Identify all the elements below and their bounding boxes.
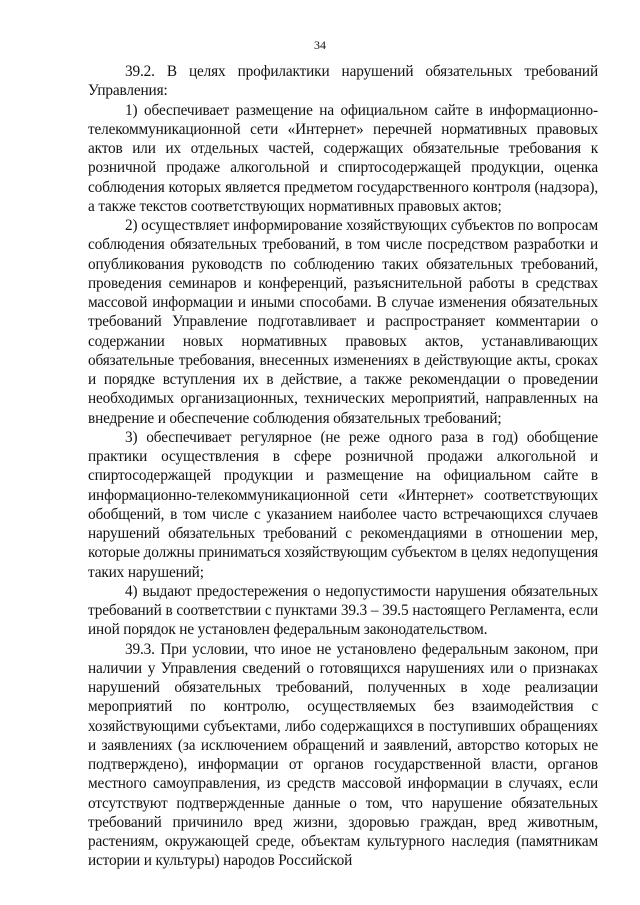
page-number: 34 — [314, 38, 326, 52]
paragraph-item-1: 1) обеспечивает размещение на официальном сайте в информационно-телекоммуникационной сети «Интернет» перечней нормативных правовых актов или их отдельных частей, содержащих обязательные требования к розничной продаже алкогольной и спиртосодержащей продукции, оценка соблюдения которых является предметом государственного контроля (надзора), а также текстов соответствующих нормативных правовых актов; — [88, 101, 598, 215]
paragraph-item-4: 4) выдают предостережения о недопустимости нарушения обязательных требований в соответствии с пунктами 39.3 – 39.5 настоящего Регламента, если иной порядок не установлен федеральным законодательством. — [88, 582, 598, 639]
paragraph-item-2: 2) осуществляет информирование хозяйствующих субъектов по вопросам соблюдения обязательных требований, в том числе посредством разработки и опубликования руководств по соблюдению таких обязательных требований, проведения семинаров и конференций, разъяснительной работы в средствах массовой информации и иными способами. В случае изменения обязательных требований Управление подготавливает и распространяет комментарии о содержании новых нормативных правовых актов, устанавливающих обязательные требования, внесенных изменениях в действующие акты, сроках и порядке вступления их в действие, а также рекомендации о проведении необходимых организационных, технических мероприятий, направленных на внедрение и обеспечение соблюдения обязательных требований; — [88, 217, 598, 427]
paragraph-39-2: 39.2. В целях профилактики нарушений обязательных требований Управления: — [88, 63, 598, 100]
paragraph-39-3: 39.3. При условии, что иное не установлено федеральным законом, при наличии у Управления сведений о готовящихся нарушениях или о признаках нарушений обязательных требований, полученных в ходе реализации мероприятий по контролю, осуществляемых без взаимодействия с хозяйствующими субъектами, либо содержащихся в поступивших обращениях и заявлениях (за исключением обращений и заявлений, авторство которых не подтверждено), информации от органов государственной власти, органов местного самоуправления, из средств массовой информации в случаях, если отсутствуют подтвержденные данные о том, что нарушение обязательных требований причинило вред жизни, здоровью граждан, вред животным, растениям, окружающей среде, объектам культурного наследия (памятникам истории и культуры) народов Российской — [88, 640, 598, 870]
paragraph-item-3: 3) обеспечивает регулярное (не реже одного раза в год) обобщение практики осуществления в сфере розничной продажи алкогольной и спиртосодержащей продукции и размещение на официальном сайте в информационно-телекоммуникационной сети «Интернет» соответствующих обобщений, в том числе с указанием наиболее часто встречающихся случаев нарушений обязательных требований с рекомендациями в отношении мер, которые должны приниматься хозяйствующим субъектом в целях недопущения таких нарушений; — [88, 428, 598, 581]
document-body — [88, 62, 598, 871]
